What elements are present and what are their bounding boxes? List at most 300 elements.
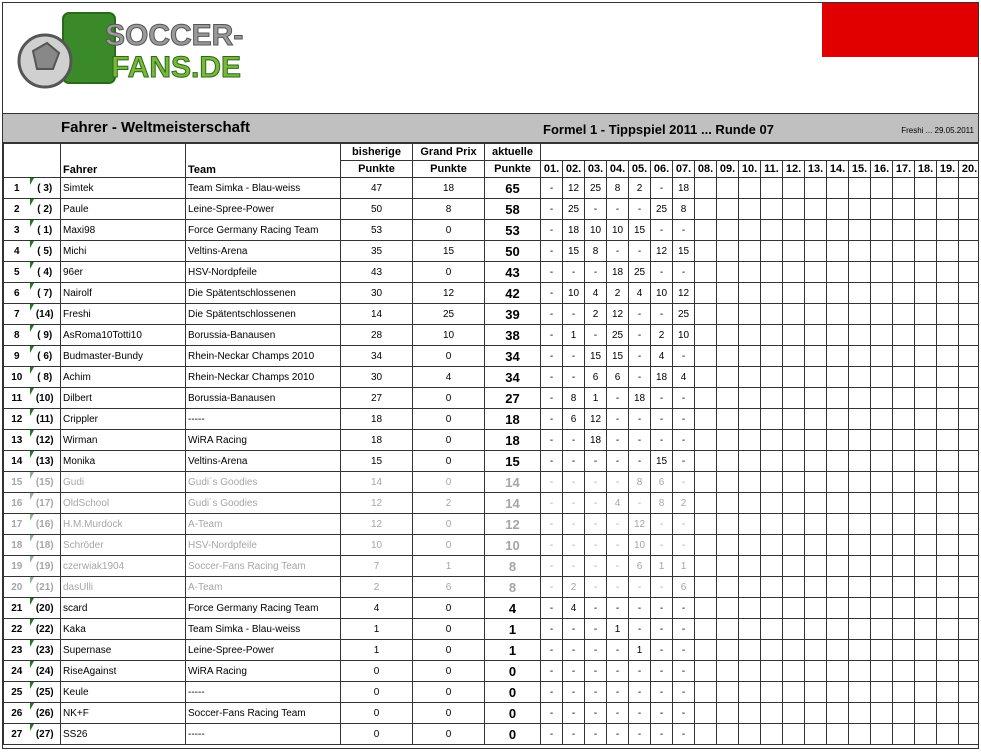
round-points: - bbox=[563, 556, 585, 577]
previous-rank: (22) bbox=[30, 619, 61, 640]
grand-prix-points: 0 bbox=[413, 598, 485, 619]
round-points bbox=[805, 598, 827, 619]
round-points: - bbox=[541, 703, 563, 724]
round-points: - bbox=[585, 724, 607, 745]
round-points: 8 bbox=[563, 388, 585, 409]
round-points: - bbox=[629, 241, 651, 262]
soccer-fans-logo bbox=[13, 11, 253, 97]
col-round: 06. bbox=[651, 161, 673, 178]
team-name: WiRA Racing bbox=[186, 430, 341, 451]
round-points bbox=[937, 325, 959, 346]
round-points: 2 bbox=[607, 283, 629, 304]
round-points bbox=[871, 283, 893, 304]
round-points bbox=[849, 514, 871, 535]
round-points bbox=[937, 283, 959, 304]
round-points bbox=[717, 304, 739, 325]
round-points bbox=[959, 472, 980, 493]
current-points: 50 bbox=[485, 241, 541, 262]
round-points bbox=[893, 430, 915, 451]
current-points: 14 bbox=[485, 472, 541, 493]
table-row bbox=[4, 577, 980, 598]
round-points bbox=[695, 430, 717, 451]
round-points: - bbox=[607, 703, 629, 724]
grand-prix-points: 0 bbox=[413, 682, 485, 703]
driver-name: OldSchool bbox=[61, 493, 186, 514]
round-points: - bbox=[651, 220, 673, 241]
current-points: 14 bbox=[485, 493, 541, 514]
round-points: - bbox=[607, 409, 629, 430]
round-points bbox=[739, 661, 761, 682]
rank: 15 bbox=[4, 472, 30, 493]
round-points bbox=[717, 598, 739, 619]
rank: 2 bbox=[4, 199, 30, 220]
round-points bbox=[805, 556, 827, 577]
round-points bbox=[849, 241, 871, 262]
round-points: - bbox=[651, 262, 673, 283]
round-points bbox=[805, 682, 827, 703]
round-points bbox=[959, 703, 980, 724]
round-points: - bbox=[651, 619, 673, 640]
previous-rank: (11) bbox=[30, 409, 61, 430]
round-points bbox=[783, 304, 805, 325]
round-points: - bbox=[563, 703, 585, 724]
round-points bbox=[959, 388, 980, 409]
round-points: 15 bbox=[563, 241, 585, 262]
round-points bbox=[783, 367, 805, 388]
round-points: - bbox=[607, 514, 629, 535]
previous-points: 12 bbox=[341, 514, 413, 535]
round-points bbox=[805, 178, 827, 199]
round-points bbox=[893, 472, 915, 493]
previous-rank: (27) bbox=[30, 724, 61, 745]
table-row bbox=[4, 682, 980, 703]
round-points: - bbox=[673, 220, 695, 241]
round-points: 18 bbox=[607, 262, 629, 283]
previous-points: 0 bbox=[341, 703, 413, 724]
round-points: 10 bbox=[673, 325, 695, 346]
table-row bbox=[4, 262, 980, 283]
current-points: 65 bbox=[485, 178, 541, 199]
round-points bbox=[871, 598, 893, 619]
round-points: 10 bbox=[563, 283, 585, 304]
round-points bbox=[959, 598, 980, 619]
rank: 18 bbox=[4, 535, 30, 556]
round-points bbox=[893, 325, 915, 346]
round-points bbox=[937, 409, 959, 430]
round-points: - bbox=[563, 262, 585, 283]
round-points: 10 bbox=[651, 283, 673, 304]
round-points: - bbox=[607, 724, 629, 745]
previous-points: 18 bbox=[341, 430, 413, 451]
col-bisherige-2: Punkte bbox=[341, 161, 413, 178]
team-name: Force Germany Racing Team bbox=[186, 220, 341, 241]
round-points bbox=[937, 430, 959, 451]
round-points bbox=[959, 262, 980, 283]
round-points bbox=[959, 640, 980, 661]
round-points bbox=[805, 661, 827, 682]
logo-text-1: SOCCER- bbox=[105, 19, 244, 52]
round-points: - bbox=[651, 178, 673, 199]
round-points: 6 bbox=[629, 556, 651, 577]
round-points: - bbox=[563, 304, 585, 325]
round-points bbox=[849, 451, 871, 472]
round-points bbox=[783, 493, 805, 514]
round-points bbox=[959, 283, 980, 304]
previous-rank: ( 5) bbox=[30, 241, 61, 262]
round-points: - bbox=[585, 199, 607, 220]
current-points: 42 bbox=[485, 283, 541, 304]
round-points bbox=[871, 367, 893, 388]
round-points bbox=[959, 577, 980, 598]
round-points: - bbox=[541, 598, 563, 619]
round-points bbox=[739, 556, 761, 577]
round-points: - bbox=[541, 472, 563, 493]
round-points bbox=[937, 346, 959, 367]
round-points: - bbox=[585, 619, 607, 640]
round-points bbox=[739, 241, 761, 262]
round-points bbox=[849, 283, 871, 304]
previous-points: 0 bbox=[341, 724, 413, 745]
grand-prix-points: 10 bbox=[413, 325, 485, 346]
round-points bbox=[717, 535, 739, 556]
round-points bbox=[893, 514, 915, 535]
round-points: 4 bbox=[585, 283, 607, 304]
round-points bbox=[805, 199, 827, 220]
round-points bbox=[827, 220, 849, 241]
round-points bbox=[805, 640, 827, 661]
round-points: 1 bbox=[607, 619, 629, 640]
round-points bbox=[783, 661, 805, 682]
driver-name: Achim bbox=[61, 367, 186, 388]
rank: 21 bbox=[4, 598, 30, 619]
round-points bbox=[959, 661, 980, 682]
previous-points: 4 bbox=[341, 598, 413, 619]
round-points bbox=[695, 304, 717, 325]
round-points bbox=[739, 409, 761, 430]
round-points: - bbox=[607, 535, 629, 556]
round-points: - bbox=[607, 661, 629, 682]
previous-rank: (20) bbox=[30, 598, 61, 619]
round-points bbox=[805, 451, 827, 472]
round-points bbox=[717, 661, 739, 682]
round-points bbox=[893, 682, 915, 703]
round-points: 18 bbox=[651, 367, 673, 388]
round-points bbox=[717, 451, 739, 472]
round-points: - bbox=[607, 682, 629, 703]
round-points bbox=[937, 262, 959, 283]
round-points bbox=[893, 535, 915, 556]
round-points: - bbox=[673, 430, 695, 451]
round-points bbox=[959, 178, 980, 199]
round-points bbox=[717, 724, 739, 745]
round-points bbox=[717, 556, 739, 577]
round-points: - bbox=[629, 619, 651, 640]
team-name: Die Spätentschlossenen bbox=[186, 283, 341, 304]
round-points: - bbox=[673, 724, 695, 745]
driver-name: SS26 bbox=[61, 724, 186, 745]
round-points bbox=[871, 262, 893, 283]
round-points bbox=[761, 577, 783, 598]
round-points bbox=[915, 262, 937, 283]
team-name: Gudi´s Goodies bbox=[186, 472, 341, 493]
round-points bbox=[849, 325, 871, 346]
team-name: Borussia-Banausen bbox=[186, 388, 341, 409]
round-points bbox=[827, 619, 849, 640]
team-name: Leine-Spree-Power bbox=[186, 199, 341, 220]
round-points bbox=[893, 262, 915, 283]
round-points: - bbox=[673, 346, 695, 367]
driver-name: Dilbert bbox=[61, 388, 186, 409]
round-points: - bbox=[585, 703, 607, 724]
round-points: 6 bbox=[673, 577, 695, 598]
round-points bbox=[805, 388, 827, 409]
round-points bbox=[871, 703, 893, 724]
col-round: 17. bbox=[893, 161, 915, 178]
round-points bbox=[849, 619, 871, 640]
driver-name: Keule bbox=[61, 682, 186, 703]
round-points: - bbox=[541, 241, 563, 262]
table-row bbox=[4, 472, 980, 493]
table-row bbox=[4, 514, 980, 535]
round-points: 18 bbox=[629, 388, 651, 409]
round-points bbox=[871, 451, 893, 472]
round-points: - bbox=[651, 640, 673, 661]
round-points bbox=[695, 682, 717, 703]
round-points bbox=[915, 388, 937, 409]
previous-points: 43 bbox=[341, 262, 413, 283]
round-points bbox=[695, 514, 717, 535]
previous-points: 18 bbox=[341, 409, 413, 430]
round-points: - bbox=[673, 514, 695, 535]
round-points: - bbox=[585, 514, 607, 535]
col-gp-1: Grand Prix bbox=[413, 144, 485, 161]
round-points bbox=[915, 619, 937, 640]
round-points: 18 bbox=[585, 430, 607, 451]
round-points bbox=[849, 703, 871, 724]
current-points: 34 bbox=[485, 346, 541, 367]
round-points bbox=[871, 178, 893, 199]
round-points: - bbox=[651, 577, 673, 598]
round-points bbox=[827, 598, 849, 619]
round-points bbox=[849, 472, 871, 493]
round-points: - bbox=[541, 388, 563, 409]
round-points: - bbox=[541, 199, 563, 220]
round-points: 8 bbox=[651, 493, 673, 514]
round-points bbox=[761, 493, 783, 514]
round-points bbox=[827, 304, 849, 325]
round-points: - bbox=[585, 325, 607, 346]
rank: 14 bbox=[4, 451, 30, 472]
round-points bbox=[695, 241, 717, 262]
team-name: Team Simka - Blau-weiss bbox=[186, 178, 341, 199]
driver-name: Monika bbox=[61, 451, 186, 472]
standings-sheet bbox=[2, 2, 979, 749]
rank: 17 bbox=[4, 514, 30, 535]
current-points: 1 bbox=[485, 619, 541, 640]
round-points: 6 bbox=[585, 367, 607, 388]
team-name: Veltins-Arena bbox=[186, 451, 341, 472]
round-points bbox=[783, 430, 805, 451]
previous-points: 10 bbox=[341, 535, 413, 556]
driver-name: Paule bbox=[61, 199, 186, 220]
round-points bbox=[761, 661, 783, 682]
previous-rank: ( 9) bbox=[30, 325, 61, 346]
previous-rank: (16) bbox=[30, 514, 61, 535]
round-points bbox=[849, 220, 871, 241]
round-points bbox=[849, 346, 871, 367]
round-points: - bbox=[651, 304, 673, 325]
round-points: - bbox=[629, 367, 651, 388]
round-points bbox=[805, 724, 827, 745]
round-points: - bbox=[607, 472, 629, 493]
round-points bbox=[695, 325, 717, 346]
col-round: 19. bbox=[937, 161, 959, 178]
round-points bbox=[849, 304, 871, 325]
flag-white-stripe bbox=[822, 57, 978, 111]
round-points bbox=[827, 724, 849, 745]
round-points bbox=[783, 262, 805, 283]
round-points: - bbox=[563, 472, 585, 493]
grand-prix-points: 18 bbox=[413, 178, 485, 199]
round-points: - bbox=[563, 430, 585, 451]
previous-points: 28 bbox=[341, 325, 413, 346]
round-points bbox=[893, 220, 915, 241]
round-points: - bbox=[541, 535, 563, 556]
round-points: 2 bbox=[651, 325, 673, 346]
previous-points: 2 bbox=[341, 577, 413, 598]
grand-prix-points: 0 bbox=[413, 409, 485, 430]
table-row bbox=[4, 535, 980, 556]
round-points: - bbox=[629, 346, 651, 367]
round-points bbox=[849, 493, 871, 514]
previous-rank: (17) bbox=[30, 493, 61, 514]
round-points bbox=[959, 556, 980, 577]
rank: 24 bbox=[4, 661, 30, 682]
rank: 11 bbox=[4, 388, 30, 409]
previous-rank: (12) bbox=[30, 430, 61, 451]
round-points bbox=[783, 556, 805, 577]
round-points: - bbox=[541, 619, 563, 640]
round-points bbox=[959, 493, 980, 514]
team-name: Veltins-Arena bbox=[186, 241, 341, 262]
round-points bbox=[959, 367, 980, 388]
round-points: 10 bbox=[607, 220, 629, 241]
round-points: - bbox=[563, 619, 585, 640]
round-points bbox=[893, 451, 915, 472]
round-points bbox=[827, 514, 849, 535]
round-points bbox=[871, 577, 893, 598]
round-points bbox=[783, 577, 805, 598]
round-points: - bbox=[651, 703, 673, 724]
round-points bbox=[695, 577, 717, 598]
round-points bbox=[849, 367, 871, 388]
round-points bbox=[695, 724, 717, 745]
round-points bbox=[959, 409, 980, 430]
round-points bbox=[827, 325, 849, 346]
round-points bbox=[761, 598, 783, 619]
round-points bbox=[739, 619, 761, 640]
round-points bbox=[739, 451, 761, 472]
round-points bbox=[717, 430, 739, 451]
round-points bbox=[849, 409, 871, 430]
round-points bbox=[695, 451, 717, 472]
round-points: - bbox=[563, 367, 585, 388]
grand-prix-points: 0 bbox=[413, 514, 485, 535]
round-points bbox=[783, 472, 805, 493]
round-points: - bbox=[563, 724, 585, 745]
col-bisherige-1: bisherige bbox=[341, 144, 413, 161]
title-banner bbox=[3, 114, 978, 143]
rank: 9 bbox=[4, 346, 30, 367]
round-points bbox=[805, 703, 827, 724]
round-points bbox=[761, 682, 783, 703]
round-points bbox=[695, 640, 717, 661]
team-name: ----- bbox=[186, 724, 341, 745]
current-points: 18 bbox=[485, 409, 541, 430]
round-points: - bbox=[629, 199, 651, 220]
round-points bbox=[893, 724, 915, 745]
grand-prix-points: 0 bbox=[413, 619, 485, 640]
round-points: - bbox=[629, 409, 651, 430]
round-points: - bbox=[541, 346, 563, 367]
previous-rank: (13) bbox=[30, 451, 61, 472]
previous-rank: (25) bbox=[30, 682, 61, 703]
round-points: - bbox=[651, 514, 673, 535]
team-name: Die Spätentschlossenen bbox=[186, 304, 341, 325]
round-points: 25 bbox=[673, 304, 695, 325]
table-row bbox=[4, 304, 980, 325]
round-points bbox=[915, 577, 937, 598]
round-points bbox=[717, 703, 739, 724]
previous-rank: ( 6) bbox=[30, 346, 61, 367]
table-row bbox=[4, 619, 980, 640]
round-points: - bbox=[541, 430, 563, 451]
round-points: 15 bbox=[629, 220, 651, 241]
round-points bbox=[937, 241, 959, 262]
previous-rank: (15) bbox=[30, 472, 61, 493]
round-points bbox=[937, 640, 959, 661]
current-points: 58 bbox=[485, 199, 541, 220]
round-points: - bbox=[541, 367, 563, 388]
round-points bbox=[761, 724, 783, 745]
round-points: - bbox=[607, 388, 629, 409]
round-points: - bbox=[585, 535, 607, 556]
round-points bbox=[915, 556, 937, 577]
round-points bbox=[893, 241, 915, 262]
round-points bbox=[959, 241, 980, 262]
round-points: - bbox=[673, 262, 695, 283]
page-title: Fahrer - Weltmeisterschaft bbox=[61, 119, 250, 136]
round-points bbox=[761, 178, 783, 199]
team-name: A-Team bbox=[186, 514, 341, 535]
driver-name: Budmaster-Bundy bbox=[61, 346, 186, 367]
round-points: 1 bbox=[585, 388, 607, 409]
previous-rank: (23) bbox=[30, 640, 61, 661]
round-points bbox=[805, 262, 827, 283]
round-points bbox=[937, 472, 959, 493]
grand-prix-points: 0 bbox=[413, 388, 485, 409]
standings-table bbox=[3, 143, 979, 745]
round-points: - bbox=[629, 661, 651, 682]
round-points bbox=[783, 451, 805, 472]
round-points bbox=[761, 346, 783, 367]
round-points bbox=[717, 619, 739, 640]
current-points: 8 bbox=[485, 556, 541, 577]
round-points: - bbox=[585, 598, 607, 619]
round-points: - bbox=[563, 451, 585, 472]
round-points bbox=[849, 430, 871, 451]
round-points bbox=[915, 325, 937, 346]
